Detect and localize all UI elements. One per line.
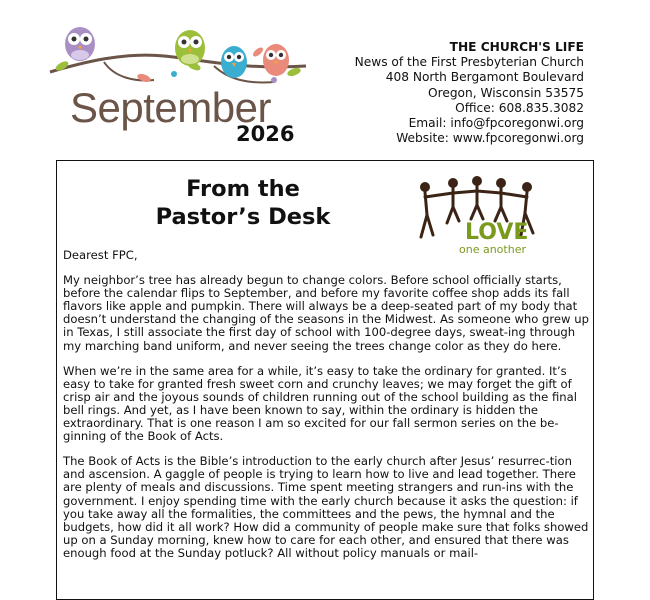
newsletter-title: THE CHURCH'S LIFE [449, 40, 584, 54]
heading-line: From the [186, 176, 300, 202]
heading-line: Pastor’s Desk [155, 204, 331, 230]
church-name-line: News of the First Presbyterian Church [354, 55, 584, 70]
office-phone: Office: 608.835.3082 [455, 100, 584, 115]
love-one-another-logo [413, 175, 545, 255]
owl-icon [175, 30, 205, 66]
website-address: Website: www.fpcoregonwi.org [396, 131, 584, 146]
article-heading [127, 175, 359, 231]
article-paragraph: The Book of Acts is the Bible’s introduction to the early church after Jesus’ resurrec-tion and ascension. A gaggle of people is trying to learn how to live and lead together. There are plenty of meals and discussions. Time spent meeting strangers and run-ins with the government. I enjoy spending time with the early church because it asks the question: if you take away all the formalities, the committees and the pews, the hymnal and the budgets, how did it all work? How did a community of people make sure that folks showed up on a Sunday morning, knew how to care for each other, and ensured that there was enough food at the Sunday potluck? All without policy manuals or mail- [63, 454, 589, 560]
people-circle-icon [413, 175, 545, 255]
email-address: Email: info@fpcoregonwi.org [408, 116, 584, 131]
september-owl-logo [44, 22, 314, 150]
city-state-zip: Oregon, Wisconsin 53575 [427, 85, 584, 100]
owl-icon [65, 27, 95, 61]
street-address: 408 North Bergamont Boulevard [385, 70, 584, 85]
article-paragraph: When we’re in the same area for a while, it’s easy to take the ordinary for granted. It’s easy to take for granted fresh sweet corn and crunchy leaves; we may forget the gift of crisp air and the joyous sounds of children running out of the school building as the final bell rings. And yet, as I have been known to say, within the ordinary is hidden the extraordinary. That is one reason I am so excited for our fall sermon series on the be-ginning of the Book of Acts. [63, 363, 577, 444]
masthead [0, 0, 650, 150]
month-title: September [70, 84, 271, 131]
owl-icon [263, 44, 289, 76]
year-label: 2026 [236, 122, 295, 146]
church-info [355, 40, 584, 146]
article-body [63, 249, 589, 572]
pastors-desk-article [56, 160, 594, 600]
owl-icon [221, 46, 247, 78]
article-paragraph: My neighbor’s tree has already begun to change colors. Before school officially starts, before the calendar flips to September, and before my favorite coffee shop adds its fall flavors like apple and pumpkin. There will always be a deep-seated part of my body that doesn’t understand the changing of the seasons in the Midwest. As someone who grew up in Texas, I still associate the first day of school with 100-degree days, sweat-ing through my marching band uniform, and never seeing the trees change color as they do here. [63, 273, 589, 353]
one-another-text: one another [459, 243, 526, 255]
love-word: LOVE [465, 220, 529, 245]
salutation: Dearest FPC, [63, 248, 138, 262]
